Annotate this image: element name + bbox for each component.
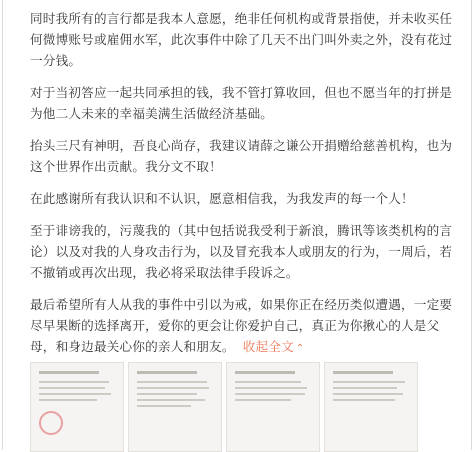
collapse-label: 收起全文 bbox=[242, 339, 294, 354]
post-paragraph-1: 同时我所有的言行都是我本人意愿，绝非任何机构或背景指使，并未收买任何微博账号或雇佣水军，此次事件中除了几天不出门叫外卖之外，没有花过一分钱。 bbox=[30, 11, 453, 68]
post-paragraph-6-text: 最后希望所有人从我的事件中引以为戒，如果你正在经历类似遭遇，一定要尽早果断的选择离开，爱你的更会让你爱护自己，真正为你揪心的人是父母，和身边最关心你的亲人和朋友。 bbox=[30, 297, 453, 354]
weibo-post-body bbox=[30, 8, 454, 359]
page-border-right bbox=[471, 0, 472, 450]
attached-image-1[interactable] bbox=[30, 362, 124, 452]
attached-image-3[interactable] bbox=[226, 362, 320, 452]
page-border-left bbox=[2, 0, 3, 450]
chevron-up-icon: ⌃ bbox=[295, 343, 305, 354]
post-paragraph-4: 在此感谢所有我认识和不认识，愿意相信我，为我发声的每一个人！ bbox=[30, 191, 414, 206]
post-paragraph-6 bbox=[30, 294, 454, 359]
attached-images bbox=[30, 362, 454, 450]
red-stamp-mark bbox=[39, 411, 63, 435]
post-paragraph-3: 抬头三尺有神明，吾良心尚存，我建议请薛之谦公开捐赠给慈善机构，也为这个世界作出贡献。我分文不取！ bbox=[30, 138, 453, 174]
attached-image-2[interactable] bbox=[128, 362, 222, 452]
post-paragraph-5: 至于诽谤我的，污蔑我的（其中包括说我受利于新浪，腾讯等该类机构的言论）以及对我的人身攻击行为，以及冒充我本人或朋友的行为，一周后，若不撤销或再次出现，我必将采取法律手段诉之。 bbox=[30, 223, 453, 280]
attached-image-4[interactable] bbox=[324, 362, 418, 452]
collapse-full-text-link[interactable] bbox=[243, 339, 305, 354]
post-paragraph-2: 对于当初答应一起共同承担的钱，我不管打算收回，但也不愿当年的打拼是为他二人未来的幸福美满生活做经济基础。 bbox=[30, 85, 453, 121]
